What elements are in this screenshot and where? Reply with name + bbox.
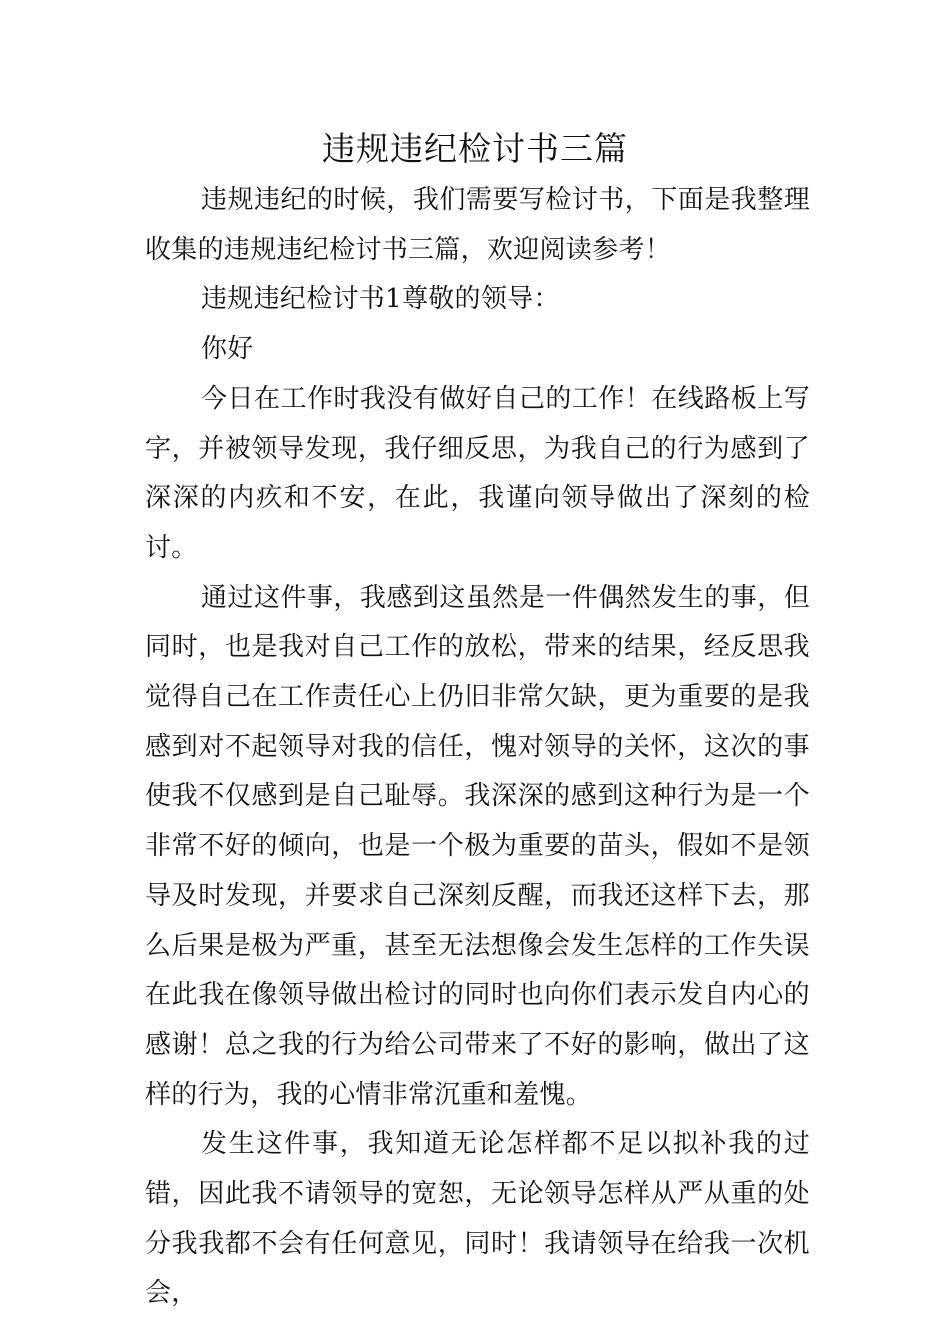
document-body [145,176,810,1319]
paragraph-greeting: 你好 [201,334,254,365]
document-title: 违规违纪检讨书三篇 [322,129,628,168]
paragraph-intro: 违规违纪的时候，我们需要写检讨书，下面是我整理收集的违规违纪检讨书三篇，欢迎阅读参考！ [145,185,810,265]
paragraph-apology: 发生这件事，我知道无论怎样都不足以拟补我的过错，因此我不请领导的宽恕，无论领导怎样从严从重的处分我我都不会有任何意见，同时！我请领导在给我一次机会， [145,1129,810,1309]
paragraph-reflection: 通过这件事，我感到这虽然是一件偶然发生的事，但同时，也是我对自己工作的放松，带来的结果，经反思我觉得自己在工作责任心上仍旧非常欠缺，更为重要的是我感到对不起领导对我的信任，愧对领导的关怀，这次的事使我不仅感到是自己耻辱。我深深的感到这种行为是一个非常不好的倾向，也是一个极为重要的苗头，假如不是领导及时发现，并要求自己深刻反醒，而我还这样下去，那么后果是极为严重，甚至无法想像会发生怎样的工作失误在此我在像领导做出检讨的同时也向你们表示发自内心的感谢！总之我的行为给公司带来了不好的影响，做出了这样的行为，我的心情非常沉重和羞愧。 [145,582,810,1110]
paragraph-incident: 今日在工作时我没有做好自己的工作！在线路板上写字，并被领导发现，我仔细反思，为我自己的行为感到了深深的内疚和不安，在此，我谨向领导做出了深刻的检讨。 [145,383,810,563]
paragraph-heading-salutation: 违规违纪检讨书1尊敬的领导： [201,284,560,315]
